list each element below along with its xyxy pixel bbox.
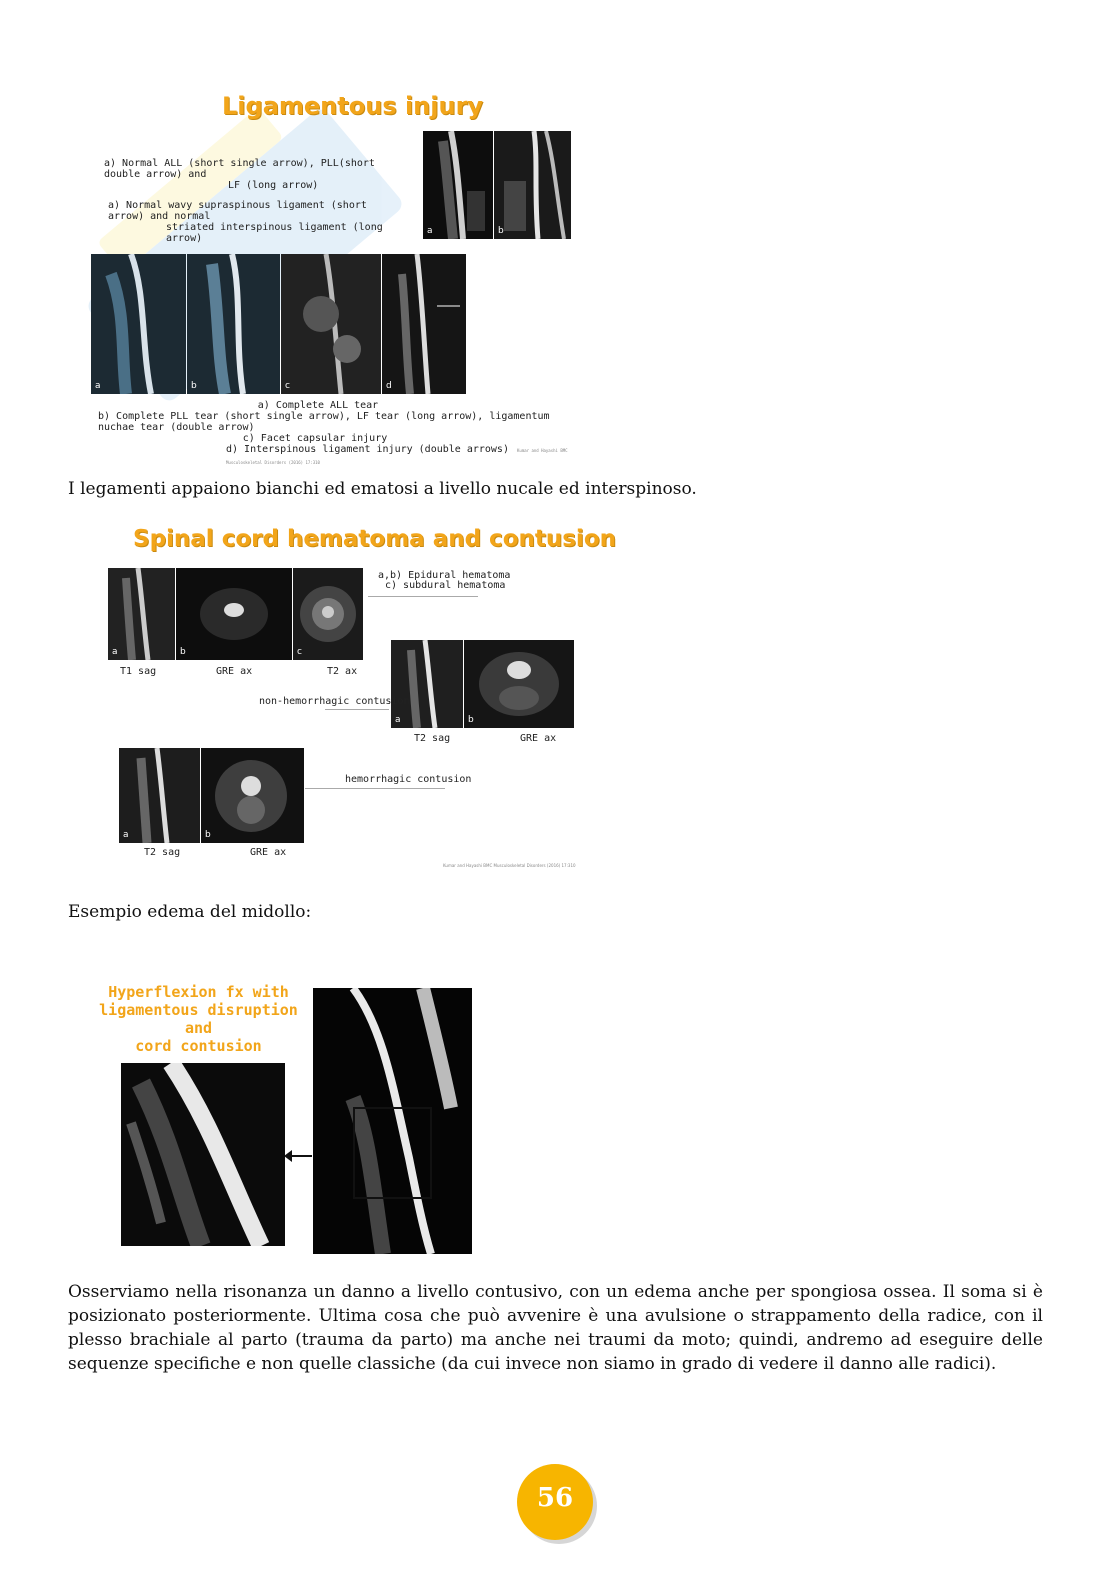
annotation-arrow [305, 788, 445, 789]
panel-letter: a [395, 715, 401, 725]
mri-label: GRE ax [216, 666, 253, 677]
panel-letter: a [112, 647, 118, 657]
figure3-title-line: ligamentous disruption and [99, 1001, 298, 1037]
figure3-title-line: cord contusion [135, 1037, 262, 1055]
paragraph-edema-example: Esempio edema del midollo: [68, 902, 312, 922]
caption-line: c) Facet capsular injury [242, 433, 388, 444]
mri-sagittal-image [423, 131, 493, 239]
caption-line: d) Interspinous ligament injury (double arrows) [226, 444, 509, 455]
panel-letter: b [180, 647, 186, 657]
mri-sagittal-image [391, 640, 463, 728]
caption-line: a) Complete ALL tear [257, 400, 379, 411]
figure2-title: Spinal cord hematoma and contusion [133, 526, 616, 552]
mri-label: T2 sag [144, 847, 181, 858]
mri-zoom-image [121, 1063, 285, 1246]
caption-line: striated interspinous ligament (long arrow) [166, 222, 383, 244]
annotation-nonhem: non-hemorrhagic contusion [259, 696, 410, 707]
mri-label: T1 sag [120, 666, 157, 677]
panel-letter: a [427, 226, 433, 236]
figure1-title: Ligamentous injury [222, 92, 484, 120]
caption-line: a) Normal wavy supraspinous ligament (short arrow) and normal [108, 200, 367, 222]
mri-axial-image [201, 748, 304, 843]
mri-label: T2 sag [414, 733, 451, 744]
panel-letter: b [468, 715, 474, 725]
panel-letter: b [205, 830, 211, 840]
mri-sagittal-image [187, 254, 280, 394]
panel-letter: b [498, 226, 504, 236]
panel-letter: b [191, 381, 197, 391]
mri-sagittal-image [108, 568, 175, 660]
panel-letter: d [386, 381, 392, 391]
mri-sagittal-image [281, 254, 381, 394]
figure3-title [96, 983, 301, 1055]
annotation-hem: hemorrhagic contusion [345, 774, 472, 785]
annotation-arrow [325, 709, 389, 710]
mri-sagittal-image [313, 988, 472, 1254]
annotation-subdural: c) subdural hematoma [385, 580, 506, 591]
mri-label: GRE ax [250, 847, 287, 858]
mri-axial-image [464, 640, 574, 728]
paragraph-discussion: Osserviamo nella risonanza un danno a livello contusivo, con un edema anche per spongiosa ossea. Il soma si è posizionato posteriormente. Ultima cosa che può avvenire è una avulsione o strappamento della radice, con il plesso brachiale al parto (trauma da parto) ma anche nei traumi da moto; quindi, andremo ad eseguire delle sequenze specifiche e non quelle classiche (da cui invece non siamo in grado di vedere il danno alle radici). [68, 1282, 1043, 1374]
mri-sagittal-image [119, 748, 200, 843]
panel-letter: c [285, 381, 290, 391]
mri-sagittal-image [494, 131, 571, 239]
page-number: 56 [536, 1483, 574, 1513]
figure1-bottom-captions [98, 400, 568, 468]
mri-sagittal-image [382, 254, 466, 394]
annotation-arrow [368, 596, 478, 597]
citation: Kumar and Hayashi BMC Musculoskeletal Disorders (2016) 17:310 [226, 448, 568, 465]
figure1-top-captions [104, 158, 404, 244]
mri-axial-image [293, 568, 363, 660]
caption-line: a) Normal ALL (short single arrow), PLL(short double arrow) and [104, 158, 375, 180]
mri-label: T2 ax [327, 666, 358, 677]
panel-letter: a [123, 830, 129, 840]
arrow-head-icon [284, 1150, 292, 1162]
caption-line: b) Complete PLL tear (short single arrow), LF tear (long arrow), ligamentum nuchae tear (double arrow) [98, 411, 550, 433]
figure3-title-line: Hyperflexion fx with [108, 983, 289, 1001]
mri-sagittal-image [91, 254, 186, 394]
annotation-epidural: a,b) Epidural hematoma [378, 570, 511, 581]
panel-letter: a [95, 381, 101, 391]
mri-axial-image [176, 568, 292, 660]
caption-line: LF (long arrow) [228, 180, 319, 191]
panel-letter: c [297, 647, 302, 657]
citation: Kumar and Hayashi BMC Musculoskeletal Disorders (2016) 17:310 [443, 863, 576, 868]
paragraph-ligaments: I legamenti appaiono bianchi ed ematosi a livello nucale ed interspinoso. [68, 479, 697, 499]
mri-label: GRE ax [520, 733, 557, 744]
